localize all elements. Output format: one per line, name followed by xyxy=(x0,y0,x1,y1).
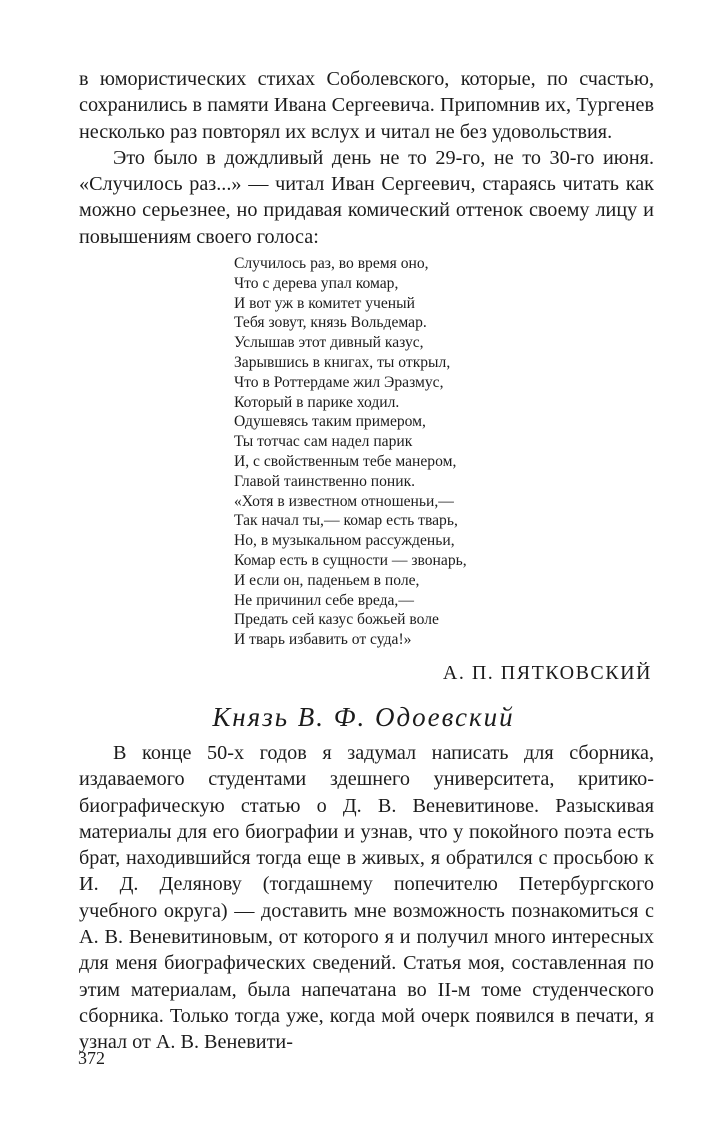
poem-line: Который в парике ходил. xyxy=(234,393,400,411)
poem-line: И вот уж в комитет ученый xyxy=(234,294,415,312)
poem-line: Но, в музыкальном рассужденьи, xyxy=(234,532,455,550)
poem-line: Зарывшись в книгах, ты открыл, xyxy=(234,353,451,371)
top-prose xyxy=(79,66,654,250)
poem-line: Услышав этот дивный казус, xyxy=(234,334,424,352)
poem-line: Тебя зовут, князь Вольдемар. xyxy=(234,314,427,332)
page-number: 372 xyxy=(78,1048,105,1068)
poem-line: Главой таинственно поник. xyxy=(234,472,416,490)
poem-line: Не причинил себе вреда,— xyxy=(234,591,414,609)
poem-line: Ты тотчас сам надел парик xyxy=(234,433,413,451)
poem-line: «Хотя в известном отношеньи,— xyxy=(234,492,454,510)
poem-line: Комар есть в сущности — звонарь, xyxy=(234,551,467,569)
poem-line: Так начал ты,— комар есть тварь, xyxy=(234,512,458,530)
section-author: А. П. ПЯТКОВСКИЙ xyxy=(442,662,652,684)
section-title: Князь В. Ф. Одоевский xyxy=(212,702,515,732)
memoir-paragraph: В конце 50-х годов я задумал написать для сборника, издаваемого студентами здешнего университета, критико-биографическую статью о Д. В. Веневитинове. Разыскивая материалы для его биографии и узнав, что у покойного поэта есть брат, находившийся тогда еще в живых, я обратился с просьбою к И. Д. Делянову (тогдашнему попечителю Петербургского учебного округа) — доставить мне возможность познакомиться с А. В. Веневитиновым, от которого я и получил много интересных для меня биографических сведений. Статья моя, составленная по этим материалам, была напечатана во II-м томе студенческого сборника. Только тогда уже, когда мой очерк появился в печати, я узнал от А. В. Веневити- xyxy=(79,742,654,1054)
poem-line: И если он, паденьем в поле, xyxy=(234,571,420,589)
poem-line: Одушевясь таким примером, xyxy=(234,413,426,431)
poem-line: И тварь избавить от суда!» xyxy=(234,631,412,649)
poem-block xyxy=(234,254,467,650)
paragraph-reading: Это было в дождливый день не то 29-го, не то 30-го июня. «Случилось раз...» — читал Иван Сергеевич, стараясь читать как можно серьезнее, но придавая комический оттенок своему лицу и повышениям своего голоса: xyxy=(79,146,654,248)
poem-line: Что в Роттердаме жил Эразмус, xyxy=(234,373,444,391)
poem-line: Что с дерева упал комар, xyxy=(234,274,399,292)
poem-line: Случилось раз, во время оно, xyxy=(234,255,429,272)
poem-line: И, с свойственным тебе манером, xyxy=(234,452,457,470)
memoir-prose xyxy=(79,740,654,1056)
poem-line: Предать сей казус божьей воле xyxy=(234,611,439,629)
paragraph-continuation: в юмористических стихах Соболевского, которые, по счастью, сохранились в памяти Ивана Сергеевича. Припомнив их, Тургенев несколько раз повторял их вслух и читал не без удовольствия. xyxy=(79,68,654,143)
